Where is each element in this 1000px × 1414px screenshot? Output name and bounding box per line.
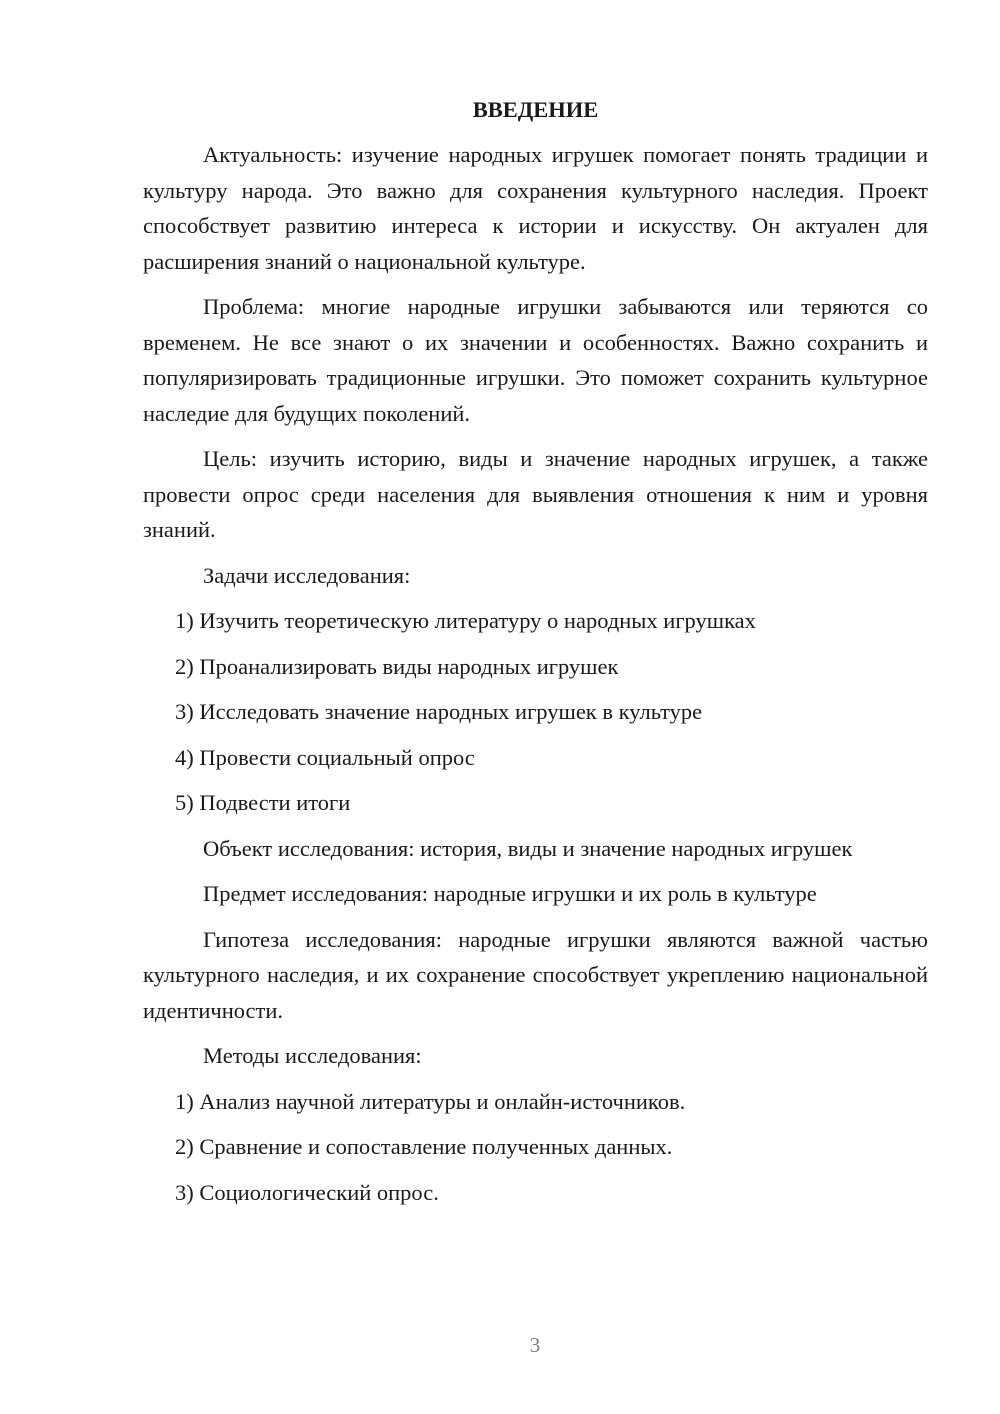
relevance-paragraph: Актуальность: изучение народных игрушек помогает понять традиции и культуру народа. Это важно для сохранения культурного наследия. Проект способствует развитию интереса к истории и искусству. Он актуален для расширения знаний о национальной культуре. — [143, 142, 928, 274]
page-number: 3 — [529, 1333, 541, 1357]
list-item-task-3: 3) Исследовать значение народных игрушек в культуре — [175, 699, 703, 724]
hypothesis-paragraph: Гипотеза исследования: народные игрушки являются важной частью культурного наследия, и их сохранение способствует укреплению национальной идентичности. — [143, 926, 928, 1023]
tasks-list — [143, 603, 928, 821]
document-page — [143, 92, 928, 1220]
list-item-task-2: 2) Проанализировать виды народных игрушек — [175, 653, 619, 679]
research-subject: Предмет исследования: народные игрушки и их роль в культуре — [203, 881, 817, 906]
methods-list — [143, 1084, 928, 1211]
tasks-heading: Задачи исследования: — [203, 562, 411, 588]
list-item-method-2: 2) Сравнение и сопоставление полученных данных. — [175, 1134, 673, 1159]
list-item-task-5: 5) Подвести итоги — [175, 790, 351, 815]
list-item-method-3: 3) Социологический опрос. — [175, 1179, 439, 1205]
methods-heading: Методы исследования: — [203, 1043, 422, 1068]
list-item-task-1: 1) Изучить теоретическую литературу о народных игрушках — [175, 608, 756, 633]
list-item-task-4: 4) Провести социальный опрос — [175, 744, 475, 770]
research-object: Объект исследования: история, виды и значение народных игрушек — [203, 835, 853, 861]
list-item-method-1: 1) Анализ научной литературы и онлайн-источников. — [175, 1088, 686, 1114]
document-title: ВВЕДЕНИЕ — [472, 97, 599, 122]
goal-paragraph: Цель: изучить историю, виды и значение народных игрушек, а также провести опрос среди населения для выявления отношения к ним и уровня знаний. — [143, 446, 928, 542]
problem-paragraph: Проблема: многие народные игрушки забываются или теряются со временем. Не все знают о их значении и особенностях. Важно сохранить и популяризировать традиционные игрушки. Это поможет сохранить культурное наследие для будущих поколений. — [143, 294, 928, 426]
